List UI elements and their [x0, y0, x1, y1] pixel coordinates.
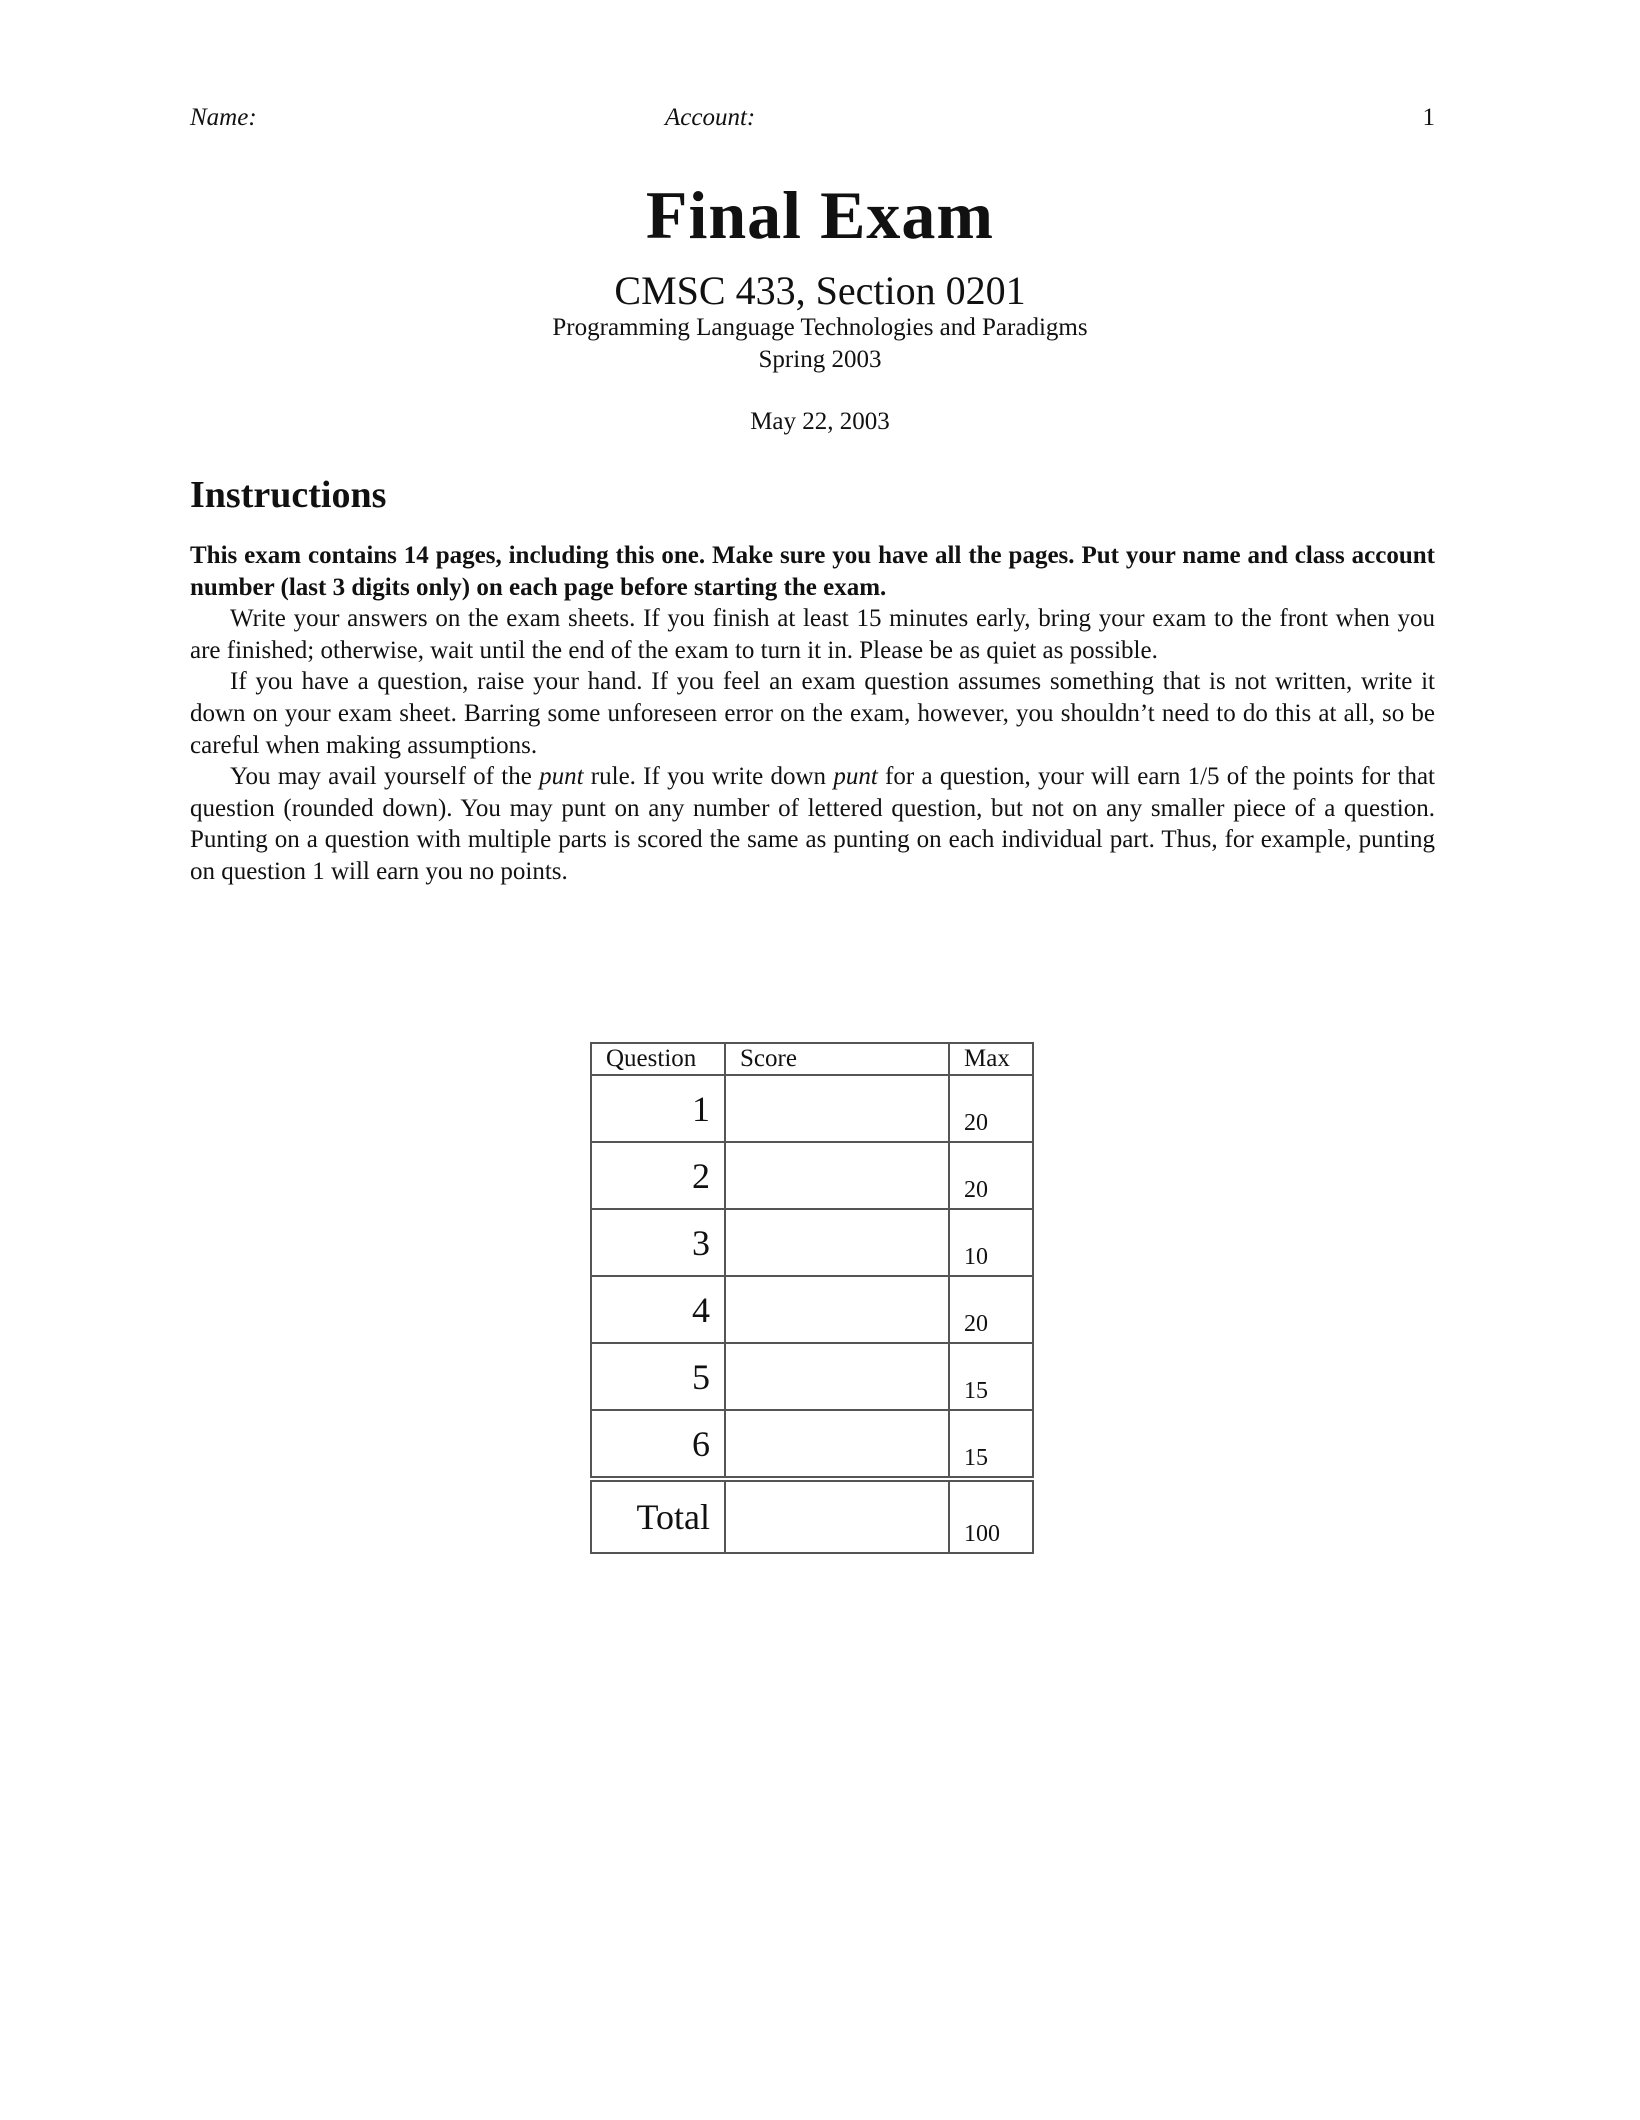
- score-table: [590, 1042, 1034, 1554]
- page-title: Final Exam: [645, 177, 995, 253]
- punt-text: You may avail yourself of the: [230, 763, 540, 791]
- max-points: 10: [949, 1209, 1033, 1276]
- question-number: 2: [591, 1142, 725, 1209]
- instructions-paragraph: Write your answers on the exam sheets. If you finish at least 15 minutes early, bring your exam to the front when you are finished; otherwise, wait until the end of the exam to turn it in. Please be as quiet as possible.: [190, 605, 1435, 664]
- table-row: [591, 1209, 1033, 1276]
- instructions-bold-paragraph: This exam contains 14 pages, including this one. Make sure you have all the pages. Put your name and class account number (last 3 digits only) on each page before starting the exam.: [190, 542, 1435, 601]
- total-row: [591, 1479, 1033, 1553]
- course-term: Spring 2003: [758, 346, 882, 373]
- instructions-paragraph: If you have a question, raise your hand. If you feel an exam question assumes something that is not written, write it down on your exam sheet. Barring some unforeseen error on the exam, however, you shouldn’t need to do this at all, so be careful when making assumptions.: [190, 668, 1435, 759]
- question-number: 3: [591, 1209, 725, 1276]
- score-cell: [725, 1276, 949, 1343]
- account-label: Account:: [665, 104, 756, 131]
- question-number: 1: [591, 1075, 725, 1142]
- score-cell: [725, 1075, 949, 1142]
- max-points: 15: [949, 1343, 1033, 1410]
- table-row: [591, 1075, 1033, 1142]
- course-name: CMSC 433, Section 0201: [614, 268, 1026, 313]
- instructions-heading: Instructions: [190, 474, 387, 516]
- score-cell: [725, 1142, 949, 1209]
- score-cell: [725, 1343, 949, 1410]
- instructions-body: [190, 540, 1435, 888]
- instructions-paragraph-punt: [190, 761, 1435, 887]
- total-max-points: 100: [949, 1479, 1033, 1553]
- score-cell: [725, 1410, 949, 1479]
- punt-term: punt: [833, 763, 878, 791]
- exam-date: May 22, 2003: [750, 408, 890, 435]
- course-subtitle: Programming Language Technologies and Paradigms: [552, 314, 1088, 341]
- table-row: [591, 1410, 1033, 1479]
- max-points: 20: [949, 1142, 1033, 1209]
- max-points: 20: [949, 1075, 1033, 1142]
- column-header-max: Max: [949, 1043, 1033, 1075]
- question-number: 6: [591, 1410, 725, 1479]
- score-cell: [725, 1209, 949, 1276]
- column-header-question: Question: [591, 1043, 725, 1075]
- running-header: [190, 100, 1435, 136]
- question-number: 4: [591, 1276, 725, 1343]
- total-score-cell: [725, 1479, 949, 1553]
- max-points: 15: [949, 1410, 1033, 1479]
- table-row: [591, 1142, 1033, 1209]
- question-number: 5: [591, 1343, 725, 1410]
- punt-text: for a question, your will earn 1/5 of the points for that question (rounded down). You may punt on any number of lettered question, but not on any smaller piece of a question. Punting on a question with multiple parts is scored the same as punting on each individual part. Thus, for example, punting on question 1 will earn you no points.: [190, 763, 1435, 885]
- column-header-score: Score: [725, 1043, 949, 1075]
- total-label: Total: [591, 1479, 725, 1553]
- max-points: 20: [949, 1276, 1033, 1343]
- table-header-row: [591, 1043, 1033, 1075]
- punt-text: rule. If you write down: [583, 763, 834, 791]
- table-row: [591, 1276, 1033, 1343]
- punt-term: punt: [539, 763, 584, 791]
- name-label: Name:: [190, 104, 257, 131]
- page-number: 1: [1422, 104, 1435, 131]
- table-row: [591, 1343, 1033, 1410]
